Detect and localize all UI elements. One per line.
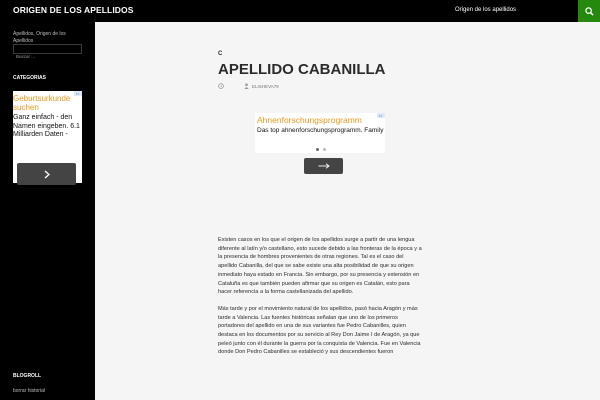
search-icon xyxy=(585,7,594,16)
arrow-right-icon xyxy=(318,163,330,169)
ad-dot[interactable] xyxy=(323,148,326,151)
sidebar xyxy=(0,22,95,400)
ad-pagination xyxy=(316,148,326,151)
post-title: APELLIDO CABANILLA xyxy=(218,61,386,78)
clock-icon xyxy=(218,83,224,89)
site-tagline: Apellidos, Origen de los Apellidos xyxy=(13,31,66,44)
post-meta xyxy=(218,83,279,89)
site-title[interactable]: ORIGEN DE LOS APELLIDOS xyxy=(13,5,134,15)
chevron-right-icon xyxy=(44,170,50,179)
ad-title[interactable]: Geburtsurkunde suchen xyxy=(13,94,71,112)
ad-choices-icon[interactable]: i> xyxy=(74,91,82,96)
sidebar-search[interactable] xyxy=(13,44,82,54)
search-toggle-button[interactable] xyxy=(578,0,600,22)
post-category[interactable]: C xyxy=(218,51,223,57)
ad-next-button[interactable] xyxy=(304,158,343,174)
content-ad[interactable] xyxy=(255,113,385,153)
search-input[interactable] xyxy=(14,53,81,61)
post-content xyxy=(218,236,422,365)
site-header xyxy=(0,0,600,22)
post-paragraph: Más tarde y por el movimiento natural de los apellidos, pasó hacia Aragón y más tarde a Valencia. Las fuentes históricas señalan que uno de los primeros portadores del apellido en una de sus variantes fue Pedro Cabanilles, quien destaca en los documentos por su servicio al Rey Don Jaime I de Aragón, ya que peleó junto con él durante la guerra por la conquista de Valencia. Fue en Valencia donde Don Pedro Cabanilles se estableció y sus descendientes fueron xyxy=(218,305,421,356)
post-author[interactable]: ELISHEVA79 xyxy=(252,83,279,89)
ad-dot[interactable] xyxy=(316,148,319,151)
ad-title[interactable]: Ahnenforschungsprogramm xyxy=(257,115,362,125)
categories-title: CATEGORIAS xyxy=(13,75,46,81)
blogroll-title: BLOGROLL xyxy=(13,373,42,379)
user-icon xyxy=(244,83,249,89)
ad-body[interactable]: Das top ahnenforschungsprogramm. Family xyxy=(257,127,384,134)
ad-choices-icon[interactable]: i> xyxy=(377,113,385,118)
ad-body[interactable]: Ganz einfach - den Namen eingeben. 6.1 Milliarden Daten - xyxy=(13,114,80,138)
post-paragraph: Existen casos en los que el origen de los apellidos surge a partir de una lengua diferente al latín y/o castellano, esto sucede debido a las fronteras de la época y a la presencia de hombres provenientes de otras regiones. Tal es el caso del apellido Cabanilla, del que se sabe existe una alta posibilidad de que su origen inmediato haya estado en Francia. Sin embargo, por su presencia y extensión en Cataluña es que también pueden afirmar que su origen es Catalán, esto para hacer referencia a la forma castellanizada del apellido. xyxy=(218,237,422,296)
ad-next-button[interactable] xyxy=(17,163,76,185)
top-menu-item[interactable]: Origen de los apellidos xyxy=(455,7,517,13)
blogroll-link[interactable]: borrar historial xyxy=(13,388,45,394)
